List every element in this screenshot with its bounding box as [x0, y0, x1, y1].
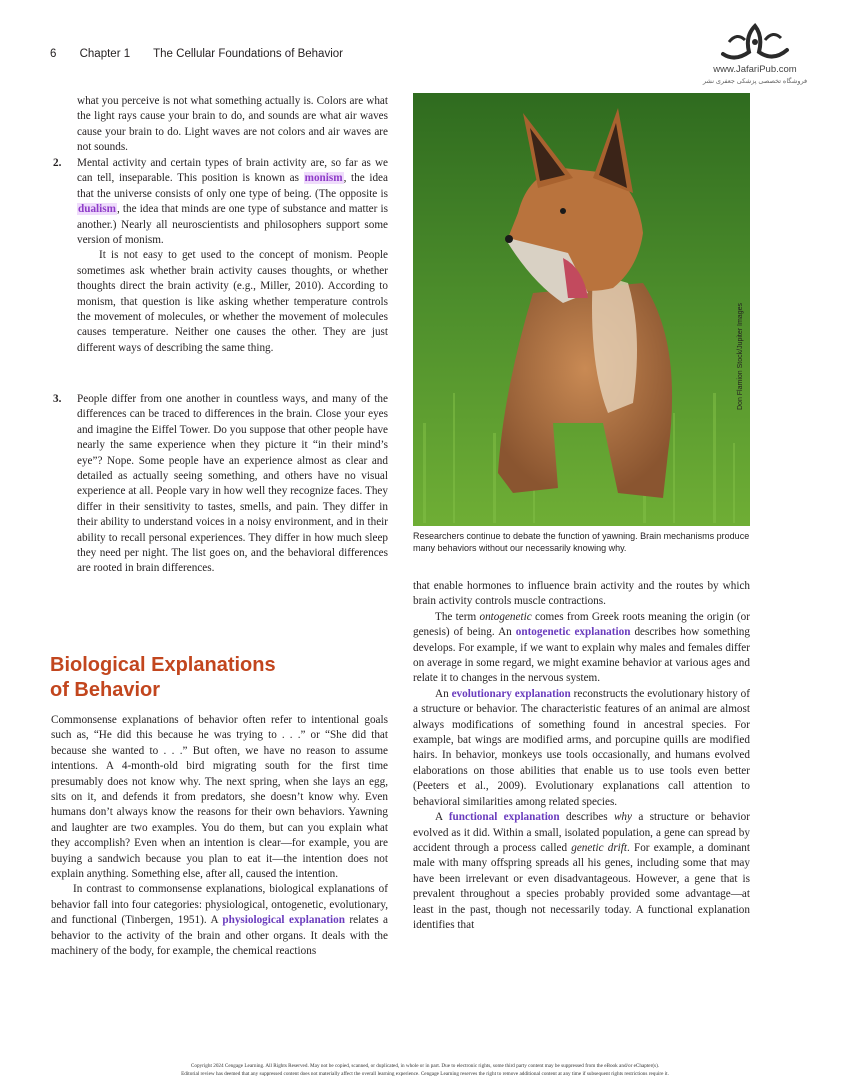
figure-caption: Researchers continue to debate the function of yawning. Brain mechanisms produce many behaviors without our necessarily knowing why. [413, 531, 750, 553]
list-item-2-paragraph: It is not easy to get used to the concept of monism. People sometimes ask whether brain activity causes thoughts, or whether thoughts direct the brain activity (e.g., Miller, 2010). According to monism, that question is like asking whether temperature controls the movement of molecules, or whether the movement of molecules causes temperature. Neither one causes the other. They are just different ways of describing the same thing. [77, 249, 388, 354]
key-term-dualism: dualism [78, 203, 116, 216]
copyright-footer: Copyright 2024 Cengage Learning. All Rights Reserved. May not be copied, scanned, or duplicated, in whole or in part. Due to electronic rights, some third party content may be suppressed from the eBook and/or eChapter(s). Editorial review has deemed that any suppressed content does not materially affect the overall learning experience. Cengage Learning reserves the right to remove additional content at any time if subsequent rights restrictions require it. [181, 1063, 669, 1077]
body-paragraph: Commonsense explanations of behavior often refer to intentional goals such as, “He did this because he was trying to . . .” or “She did that because she wanted to . . .” But often, we have no reason to assume intentions. A 4-month-old bird migrating south for the first time presumably does not know why. The next spring, when she lays an egg, sits on it, and defends it from predators, she doesn’t know why. Even humans don’t always know the reasons for their own behaviors. Yawning and laughter are two examples. You do them, but can you explain what they accomplish? Even when an intention is clear—for example, you are buying a sandwich because you plan to eat it—the intention does not explain anything. Something else, after all, caused the intention. [51, 714, 388, 881]
list-item-2-text: Mental activity and certain types of brain activity are, so far as we can tell, inseparable. This position is known as monism, the idea that the universe consists of only one type of being. (The opposite is dualism, the idea that minds are one type of substance and matter is another.) Nearly all neuroscientists and philosophers support some version of monism. [77, 157, 388, 247]
key-term-physiological: physiological explanation [222, 914, 345, 927]
key-term-ontogenetic: ontogenetic explanation [515, 626, 631, 639]
running-header [50, 48, 363, 60]
right-column [413, 579, 750, 933]
list-item-3 [51, 392, 388, 577]
key-term-functional: functional explanation [448, 811, 560, 824]
body-paragraph: A functional explanation describes why a structure or behavior evolved as it did. Within a small, isolated population, a gene can spread by accident through a process called genetic drift. For example, a dominant male with many offspring spreads all his genes, including some that may have been irrelevant or even disadvantageous. However, a gene that is prevalent throughout a species probably provided some advantage—at least in the past, though not necessarily today. A functional explanation identifies that [413, 811, 750, 931]
fox-yawning-photo [413, 93, 750, 526]
logo-url: www.JafariPub.com [713, 64, 797, 75]
list-item-3-text: People differ from one another in countless ways, and many of the differences can be traced to differences in the brain. Close your eyes and imagine the Eiffel Tower. Do you suppose that other people have nearly the same experience when they picture it “in their mind’s eye”? Nope. Some people have an experience almost as clear and detailed as actually seeing something, and others have no visual experience at all. People vary in how well they recognize faces. They differ in their sensitivity to tastes, smells, and pain. They differ in their ability to understand voices in a noisy environment, and in their ability to recall personal experiences. They differ in how much sleep they need per night. The list goes on, and the behavioral differences are rooted in brain differences. [77, 393, 388, 575]
list-number: 2. [53, 157, 62, 169]
page-number: 6 [50, 48, 57, 60]
chapter-title: The Cellular Foundations of Behavior [153, 48, 343, 60]
chapter-label: Chapter 1 [79, 48, 131, 60]
section-heading: Biological Explanations of Behavior [50, 654, 276, 701]
continued-text: what you perceive is not what something actually is. Colors are what the light rays cause your brain to do, and sounds are what air waves cause your brain to do. Light waves are not colors and air waves are not sounds. [77, 95, 388, 154]
body-paragraph: The term ontogenetic comes from Greek roots meaning the origin (or genesis) of being. An ontogenetic explanation describes how something develops. For example, if we want to explain why males and females differ on average in some regard, we might examine behavior at various ages and relate it to changes in the nervous system. [413, 610, 750, 685]
left-column-top [77, 94, 388, 156]
publisher-logo [700, 18, 810, 100]
logo-subtitle: فروشگاه تخصصی پزشکی جعفری نشر [702, 78, 808, 85]
logo-mark-icon [715, 18, 795, 66]
body-paragraph: In contrast to commonsense explanations, biological explanations of behavior fall into four categories: physiological, ontogenetic, evolutionary, and functional (Tinbergen, 1951). A physiological explanation relates a behavior to the activity of the brain and other organs. It deals with the machinery of the body, for example, the chemical reactions [51, 883, 388, 958]
key-term-monism: monism [304, 172, 343, 185]
left-column-body [51, 713, 388, 960]
body-paragraph: An evolutionary explanation reconstructs the evolutionary history of a structure or behavior. The characteristic features of an animal are almost always modifications of something found in ancestral species. For example, bat wings are modified arms, and porcupine quills are modified hairs. In behavior, monkeys use tools occasionally, and humans evolved elaborations on those abilities that enable us to use tools even better (Peeters et al., 2009). Evolutionary explanations call attention to behavioral similarities among related species. [413, 687, 750, 808]
key-term-evolutionary: evolutionary explanation [451, 687, 571, 700]
body-paragraph: that enable hormones to influence brain activity and the routes by which brain activity controls muscle contractions. [413, 580, 750, 608]
list-item-2 [51, 156, 388, 356]
photo-credit: Don Flamion Stock/Jupiter Images [737, 303, 744, 410]
list-number: 3. [53, 393, 62, 405]
